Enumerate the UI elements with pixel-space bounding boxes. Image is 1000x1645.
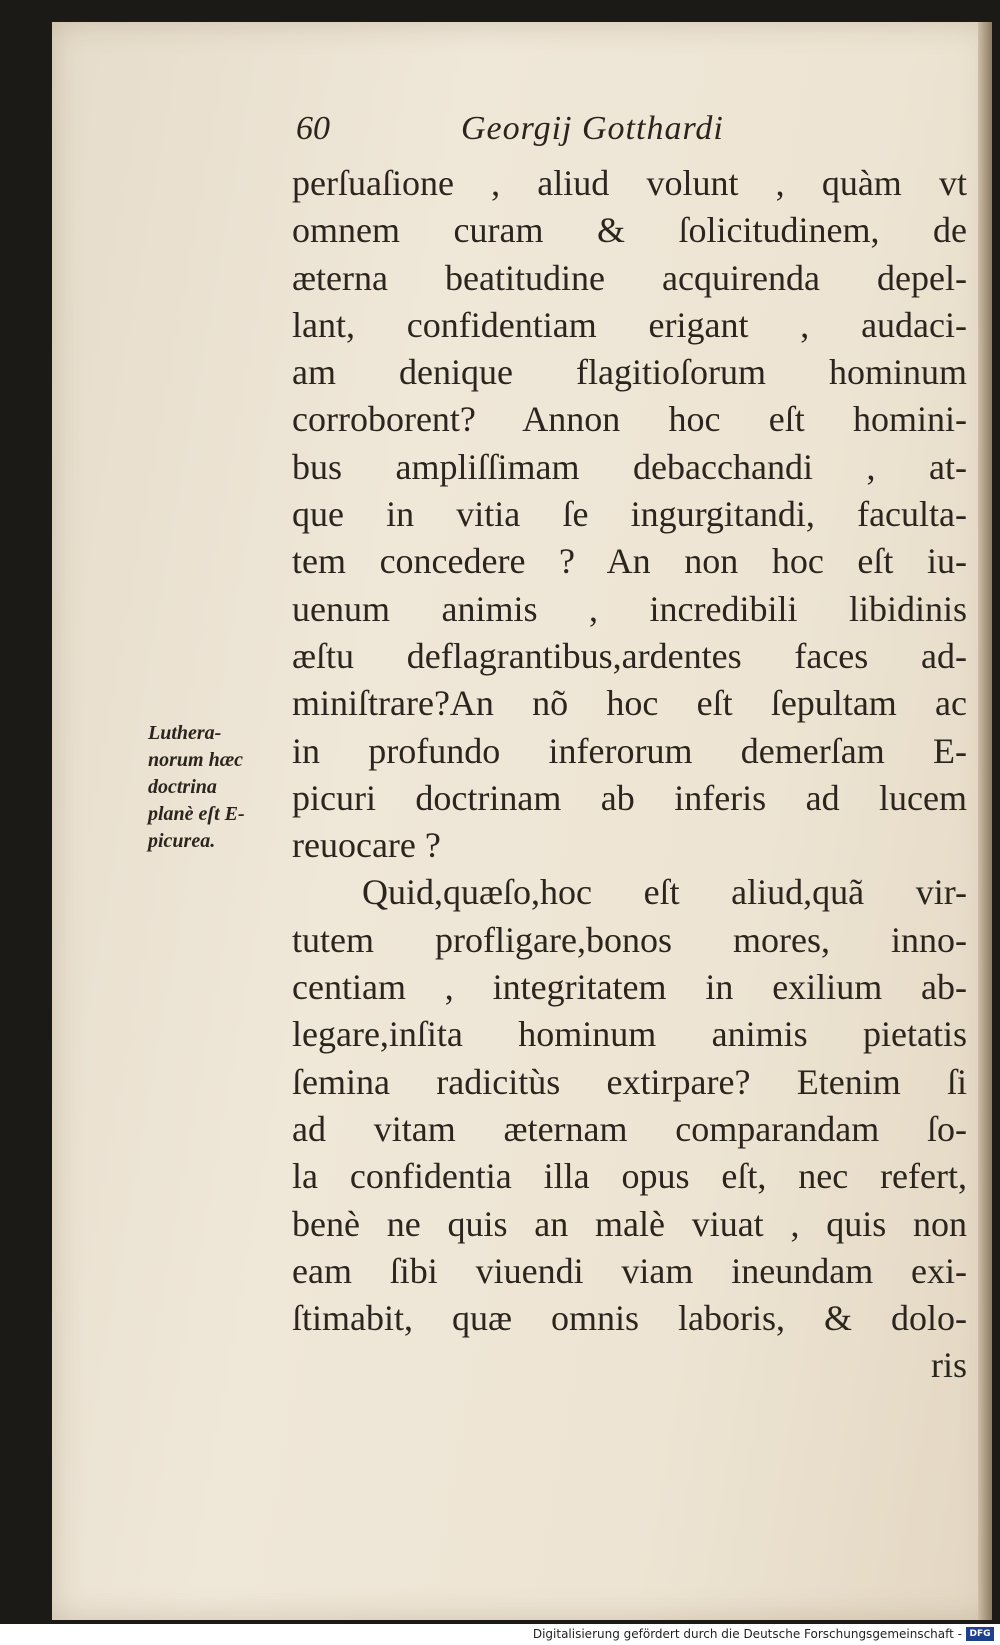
digitization-footer xyxy=(0,1624,1000,1645)
text-line: la confidentia illa opus eſt, nec refert, xyxy=(292,1156,967,1197)
text-line: corroborent? Annon hoc eſt homini- xyxy=(292,399,967,440)
page-header xyxy=(296,110,756,160)
text-line: legare,inſita hominum animis pietatis xyxy=(292,1014,967,1055)
text-line: in profundo inferorum demerſam E- xyxy=(292,730,967,771)
marginal-note xyxy=(148,720,278,855)
page-edge-shadow xyxy=(978,22,992,1620)
running-head: Georgij Gotthardi xyxy=(461,110,724,147)
marginal-note-line: norum hæc xyxy=(148,749,244,771)
marginal-note-line: doctrina xyxy=(148,776,217,798)
text-line: benè ne quis an malè viuat , quis non xyxy=(292,1203,967,1244)
text-line: ad vitam æternam comparandam ſo- xyxy=(292,1108,967,1149)
page-number: 60 xyxy=(296,110,330,147)
text-line: reuocare ? xyxy=(292,825,441,866)
dfg-logo-icon: DFG xyxy=(966,1627,994,1641)
marginal-note-line: Luthera- xyxy=(148,722,222,744)
marginal-note-line: planè eſt E- xyxy=(148,803,245,825)
catchword: ris xyxy=(931,1345,967,1386)
marginal-note-line: picurea. xyxy=(148,830,216,852)
text-line: miniſtrare?An nõ hoc eſt ſepultam ac xyxy=(292,683,967,724)
text-line: centiam , integritatem in exilium ab- xyxy=(292,967,967,1008)
text-line: bus ampliſſimam debacchandi , at- xyxy=(292,446,967,487)
text-line: omnem curam & ſolicitudinem, de xyxy=(292,210,967,251)
text-line: uenum animis , incredibili libidinis xyxy=(292,588,967,629)
funding-credit: Digitalisierung gefördert durch die Deutsche Forschungsgemeinschaft - xyxy=(532,1627,962,1641)
text-line: lant, confidentiam erigant , audaci- xyxy=(292,304,967,345)
text-line: æſtu deflagrantibus,ardentes faces ad- xyxy=(292,635,967,676)
text-line: picuri doctrinam ab inferis ad lucem xyxy=(292,777,967,818)
book-page xyxy=(52,22,992,1620)
text-line: æterna beatitudine acquirenda depel- xyxy=(292,257,967,298)
main-text xyxy=(292,160,967,1390)
text-line: am denique flagitioſorum hominum xyxy=(292,352,967,393)
text-line: tutem profligare,bonos mores, inno- xyxy=(292,919,967,960)
text-line: ſemina radicitùs extirpare? Etenim ſi xyxy=(292,1061,967,1102)
text-line: eam ſibi viuendi viam ineundam exi- xyxy=(292,1250,967,1291)
text-line: tem concedere ? An non hoc eſt iu- xyxy=(292,541,967,582)
text-line: perſuaſione , aliud volunt , quàm vt xyxy=(292,163,967,203)
text-line: que in vitia ſe ingurgitandi, faculta- xyxy=(292,494,967,535)
text-line: ſtimabit, quæ omnis laboris, & dolo- xyxy=(292,1298,967,1339)
paragraph-start-line: Quid,quæſo,hoc eſt aliud,quã vir- xyxy=(362,872,967,913)
